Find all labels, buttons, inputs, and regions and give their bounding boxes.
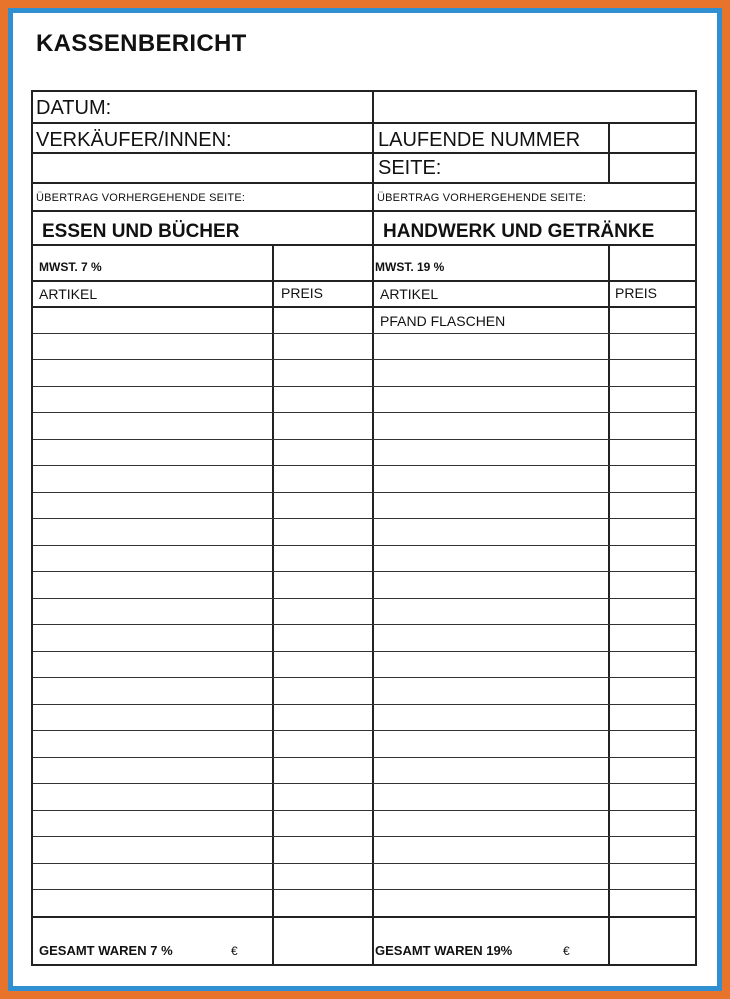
- total-line: [33, 916, 695, 918]
- header-line-1: [33, 122, 695, 124]
- right-col-artikel: ARTIKEL: [380, 286, 439, 302]
- mwst-line: [33, 280, 695, 282]
- left-col-artikel: ARTIKEL: [39, 286, 98, 302]
- item-row-line: [33, 492, 695, 493]
- left-col-preis: PREIS: [281, 285, 324, 301]
- item-row-line: [33, 704, 695, 705]
- header-line-4: [33, 210, 695, 212]
- right-section-heading: HANDWERK UND GETRÄNKE: [383, 221, 655, 242]
- document-title: KASSENBERICHT: [36, 30, 247, 57]
- laufende-nummer-label: LAUFENDE NUMMER: [378, 129, 581, 151]
- preis-left-divider: [272, 280, 274, 964]
- seite-label: SEITE:: [378, 157, 442, 179]
- item-row-line: [33, 677, 695, 678]
- item-row-line: [33, 359, 695, 360]
- left-total-label: GESAMT WAREN 7 %: [39, 943, 173, 958]
- item-row-line: [33, 783, 695, 784]
- right-total-currency: €: [563, 944, 570, 958]
- left-section-heading: ESSEN UND BÜCHER: [42, 221, 240, 242]
- section-heading-line: [33, 244, 695, 246]
- item-row-line: [33, 412, 695, 413]
- item-row-line: [33, 624, 695, 625]
- item-row-line: [33, 439, 695, 440]
- mwst-left-divider: [272, 244, 274, 280]
- item-row-line: [33, 545, 695, 546]
- mwst-right-divider: [608, 244, 610, 280]
- preis-right-divider: [608, 280, 610, 964]
- item-row-line: [33, 863, 695, 864]
- datum-label: DATUM:: [36, 97, 112, 119]
- left-total-currency: €: [231, 944, 238, 958]
- item-row-line: [33, 836, 695, 837]
- item-row-line: [33, 571, 695, 572]
- header-line-3: [33, 182, 695, 184]
- item-row-line: [33, 386, 695, 387]
- item-row-line: [33, 518, 695, 519]
- item-row-line: [33, 810, 695, 811]
- item-row-line: [33, 651, 695, 652]
- center-divider: [372, 92, 374, 964]
- right-col-preis: PREIS: [615, 285, 658, 301]
- cash-report-form: [31, 90, 697, 966]
- right-total-label: GESAMT WAREN 19%: [375, 943, 513, 958]
- item-row-line: [33, 889, 695, 890]
- right-mwst-label: MWST. 19 %: [375, 260, 445, 274]
- uebertrag-right-label: ÜBERTRAG VORHERGEHENDE SEITE:: [377, 192, 587, 204]
- verkaeufer-label: VERKÄUFER/INNEN:: [36, 129, 232, 151]
- column-header-line: [33, 306, 695, 308]
- item-row-line: [33, 730, 695, 731]
- left-mwst-label: MWST. 7 %: [39, 260, 102, 274]
- right-first-item: PFAND FLASCHEN: [380, 313, 506, 329]
- item-row-line: [33, 757, 695, 758]
- uebertrag-left-label: ÜBERTRAG VORHERGEHENDE SEITE:: [36, 192, 246, 204]
- item-row-line: [33, 333, 695, 334]
- item-row-line: [33, 598, 695, 599]
- item-row-line: [33, 465, 695, 466]
- header-line-2: [33, 152, 695, 154]
